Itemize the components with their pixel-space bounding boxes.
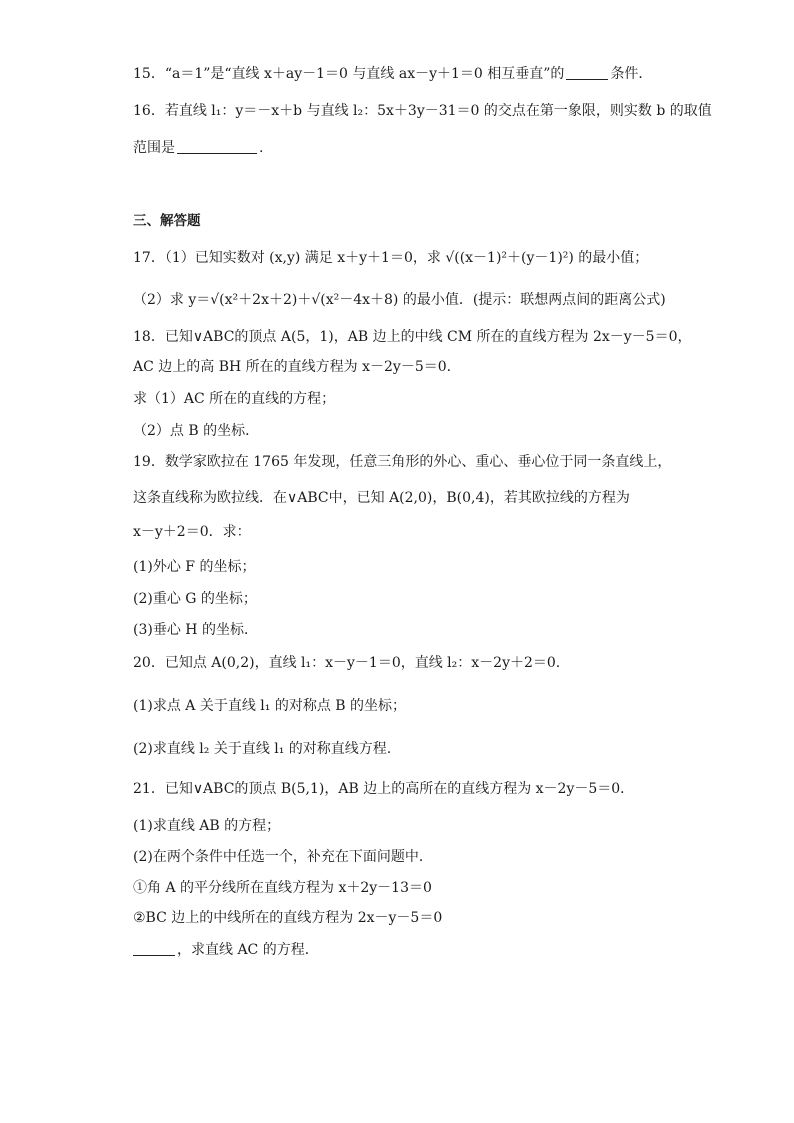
question-18-line-2: AC 边上的高 BH 所在的直线方程为 x－2y－5＝0. <box>133 359 452 375</box>
question-21-line-final <box>133 940 319 960</box>
question-21-option-2: ②BC 边上的中线所在的直线方程为 2x－y－5＝0 <box>133 910 443 926</box>
q15-text-end: 条件． <box>610 66 653 82</box>
question-21-option-1: ①角 A 的平分线所在直线方程为 x＋2y－13＝0 <box>133 880 432 896</box>
question-20-item-2: (2)求直线 l₂ 关于直线 l₁ 的对称直线方程. <box>133 741 392 757</box>
question-16-line-1: 16．若直线 l₁：y＝－x＋b 与直线 l₂：5x＋3y－31＝0 的交点在第一象限，则实数 b 的取值 <box>133 103 712 119</box>
question-16-line-2 <box>133 138 263 158</box>
question-19-line-2: 这条直线称为欧拉线．在∨ABC中，已知 A(2,0)，B(0,4)，若其欧拉线的方程为 <box>133 490 630 506</box>
q21-final-text: ，求直线 AC 的方程． <box>177 942 319 958</box>
question-17-part-1: 17．（1）已知实数对 (x,y) 满足 x＋y＋1＝0，求 √((x－1)²＋(y－1)²) 的最小值； <box>133 250 649 266</box>
q21-blank[interactable] <box>133 941 175 956</box>
q16-text-end: . <box>259 140 264 156</box>
question-15 <box>133 64 652 84</box>
question-18-line-3: 求（1）AC 所在的直线的方程； <box>133 391 336 407</box>
q16-blank[interactable] <box>177 139 257 154</box>
question-20-line-1: 20．已知点 A(0,2)，直线 l₁：x－y－1＝0，直线 l₂：x－2y＋2＝0. <box>133 655 561 671</box>
q15-blank[interactable] <box>566 65 608 80</box>
question-17-part-2: （2）求 y＝√(x²＋2x＋2)＋√(x²－4x＋8) 的最小值．(提示：联想两点间的距离公式) <box>133 292 666 308</box>
question-21-item-2: (2)在两个条件中任选一个，补充在下面问题中． <box>133 849 433 865</box>
question-21-line-1: 21．已知∨ABC的顶点 B(5,1)，AB 边上的高所在的直线方程为 x－2y－5＝0． <box>133 781 635 797</box>
section-title-answer-questions: 三、解答题 <box>133 213 201 229</box>
question-19-item-2: (2)重心 G 的坐标； <box>133 591 257 607</box>
q15-text: 15．“a＝1”是“直线 x＋ay－1＝0 与直线 ax－y＋1＝0 相互垂直”的 <box>133 66 565 82</box>
question-19-line-3: x－y＋2＝0．求： <box>133 524 251 540</box>
question-20-item-1: (1)求点 A 关于直线 l₁ 的对称点 B 的坐标； <box>133 698 407 714</box>
question-19-item-1: (1)外心 F 的坐标； <box>133 559 256 575</box>
question-19-line-1: 19．数学家欧拉在 1765 年发现，任意三角形的外心、重心、垂心位于同一条直线上， <box>133 454 672 470</box>
q16-text: 范围是 <box>133 140 175 156</box>
question-21-item-1: (1)求直线 AB 的方程； <box>133 818 281 834</box>
question-18-line-4: （2）点 B 的坐标． <box>133 423 260 439</box>
question-18-line-1: 18．已知∨ABC的顶点 A(5，1)，AB 边上的中线 CM 所在的直线方程为 2x－y－5＝0， <box>133 329 692 345</box>
question-19-item-3: (3)垂心 H 的坐标． <box>133 622 258 638</box>
